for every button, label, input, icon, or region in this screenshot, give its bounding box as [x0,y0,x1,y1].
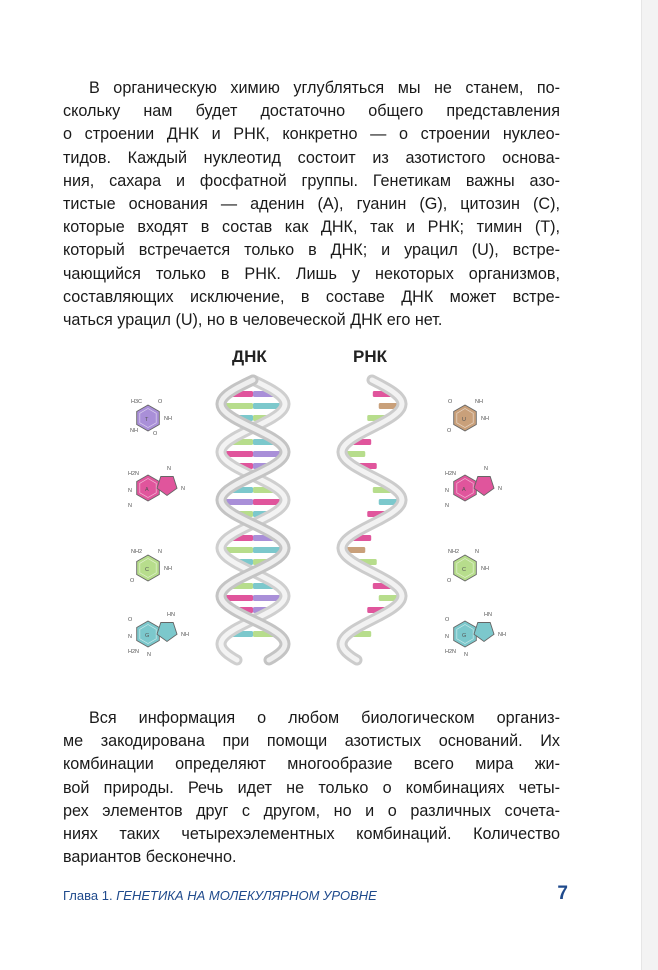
molecule-atom-label: O [158,399,163,405]
molecule-atom-label: H2N [128,471,140,477]
molecule-letter: C [145,567,149,573]
molecule-atom-label: N [484,466,488,472]
base-molecule-g [445,612,506,658]
text-line: который встречается только в ДНК; и урацил (U), встре- [63,241,560,260]
molecule-pentagon-ring [157,623,177,642]
molecule-atom-label: HN [167,612,175,618]
molecule-pentagon-ring [157,477,177,496]
dna-helix [221,380,285,660]
molecule-atom-label: N [475,549,479,555]
base-molecule-a [128,466,185,509]
page-number: 7 [557,883,568,904]
molecule-atom-label: N [464,652,468,658]
molecule-atom-label: NH [164,416,172,422]
molecule-atom-label: N [445,488,449,494]
molecule-atom-label: O [447,578,452,584]
molecule-atom-label: H3C [131,399,143,405]
molecule-pentagon-ring [474,477,494,496]
molecule-atom-label: NH [481,416,489,422]
rna-bases-column [445,399,506,658]
text-line: В органическую химию углубляться мы не станем, по- [89,79,560,97]
molecule-pentagon-ring [474,623,494,642]
molecule-atom-label: NH [475,399,483,405]
molecule-atom-label: N [498,486,502,492]
molecule-atom-label: NH2 [131,549,143,555]
base-molecule-c [447,549,489,584]
molecule-atom-label: HN [484,612,492,618]
molecule-atom-label: NH [181,632,189,638]
text-line: скольку нам будет достаточно общего представления [63,102,560,121]
base-molecule-u [447,399,489,434]
molecule-letter: A [462,487,466,493]
molecule-atom-label: H2N [445,471,457,477]
molecule-atom-label: NH [130,428,138,434]
text-line: Вся информация о любом биологическом организ- [89,709,560,727]
text-line: рех элементов друг с другом, но и о различных сочета- [63,801,560,820]
dna-bases-column [128,399,189,658]
base-molecule-g [128,612,189,658]
base-molecule-c [130,549,172,584]
molecule-atom-label: NH [498,632,506,638]
paragraph-1 [63,77,560,332]
text-line: тистые основания — аденин (A), гуанин (G), цитозин (C), [63,195,560,214]
molecule-atom-label: NH2 [448,549,460,555]
molecule-atom-label: N [445,634,449,640]
molecule-atom-label: N [147,652,151,658]
paragraph-2 [63,707,560,869]
chapter-prefix: Глава 1. [63,888,113,903]
rna-label: РНК [353,347,387,366]
molecule-atom-label: N [167,466,171,472]
molecule-atom-label: N [158,549,162,555]
page-footer [63,883,568,908]
dna-label: ДНК [232,347,267,366]
molecule-letter: G [145,633,150,639]
text-line: которые входят в состав как ДНК, так и РНК; тимин (T), [63,218,560,237]
molecule-atom-label: N [128,634,132,640]
molecule-atom-label: H2N [128,649,140,655]
molecule-atom-label: O [447,428,452,434]
text-line: чаться урацил (U), но в человеческой ДНК его нет. [63,311,443,330]
chapter-title: ГЕНЕТИКА НА МОЛЕКУЛЯРНОМ УРОВНЕ [116,888,377,903]
text-line: ме закодирована при помощи азотистых оснований. Их [63,732,560,751]
page-edge [641,0,658,970]
molecule-atom-label: NH [481,566,489,572]
text-line: ниях таких четырехэлементных комбинаций. Количество [63,825,560,844]
molecule-atom-label: O [448,399,453,405]
text-line: вой природы. Речь идет не только о комбинациях четы- [63,778,560,797]
molecule-letter: G [462,633,467,639]
base-molecule-a [445,466,502,509]
text-line: составляющих исключение, в составе ДНК может встре- [63,287,560,306]
molecule-atom-label: O [130,578,135,584]
text-line: о строении ДНК и РНК, конкретно — о строении нуклео- [63,125,560,144]
rna-strand [342,380,402,660]
text-line: ния, сахара и фосфатной группы. Генетикам важны азо- [63,171,560,190]
molecule-atom-label: N [181,486,185,492]
base-molecule-t [130,399,172,437]
text-line: чающийся только в РНК. Лишь у некоторых организмов, [63,264,560,283]
molecule-atom-label: N [445,503,449,509]
molecule-letter: A [145,487,149,493]
molecule-letter: T [145,417,149,423]
molecule-letter: C [462,567,466,573]
molecule-atom-label: H2N [445,649,457,655]
molecule-atom-label: NH [164,566,172,572]
text-line: вариантов бесконечно. [63,848,237,867]
molecule-atom-label: N [128,503,132,509]
dna-rna-figure [110,338,530,678]
running-footer-chapter [63,888,377,903]
molecule-atom-label: N [128,488,132,494]
text-line: тидов. Каждый нуклеотид состоит из азотистого основа- [63,148,560,167]
molecule-atom-label: O [128,617,133,623]
molecule-atom-label: O [153,431,158,437]
text-line: комбинации определяют многообразие всего мира жи- [63,755,560,774]
molecule-letter: U [462,417,466,423]
molecule-atom-label: O [445,617,450,623]
